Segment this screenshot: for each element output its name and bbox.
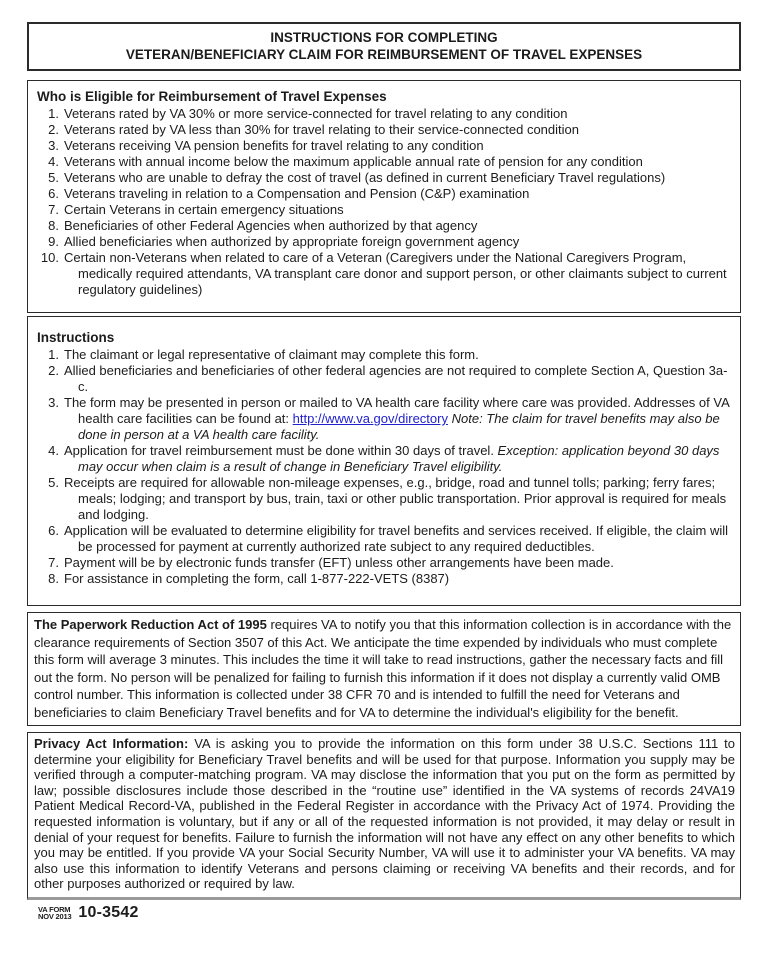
list-item-number: 10.: [40, 250, 59, 265]
text-segment: Veterans traveling in relation to a Compensation and Pension (C&P) examination: [64, 186, 530, 201]
text-segment: The claimant or legal representative of claimant may complete this form.: [64, 347, 479, 362]
list-item: [37, 218, 734, 234]
eligibility-section: [27, 80, 741, 313]
list-item-text: [64, 523, 734, 555]
list-item: [37, 106, 734, 122]
list-item-text: [64, 395, 734, 443]
form-edition-line2: NOV 2013: [38, 912, 72, 922]
va-directory-link[interactable]: http://www.va.gov/directory: [292, 411, 448, 426]
text-segment: Application for travel reimbursement must be done within 30 days of travel.: [64, 443, 498, 458]
list-item-text: [64, 363, 734, 395]
list-item-number: 2.: [48, 363, 59, 378]
form-footer: [27, 904, 741, 922]
list-item-number: 1.: [48, 106, 59, 121]
text-segment: Receipts are required for allowable non-mileage expenses, e.g., bridge, road and tunnel tolls; parking; ferry fares; meals; lodging; and transport by bus, train, taxi or other public transportation. Prior approval is required for meals and lodging.: [64, 475, 727, 522]
text-segment: Certain non-Veterans when related to care of a Veteran (Caregivers under the National Caregivers Program, medically required attendants, VA transplant care donor and support person, or other claimants subject to current regulatory guidelines): [64, 250, 727, 297]
list-item-number: 8.: [48, 218, 59, 233]
instructions-heading: Instructions: [37, 330, 115, 345]
text-segment: Privacy Act Information:: [34, 736, 189, 751]
list-item-number: 9.: [48, 234, 59, 249]
text-segment: Allied beneficiaries when authorized by appropriate foreign government agency: [64, 234, 520, 249]
form-number: 10-3542: [78, 903, 139, 921]
list-item-number: 2.: [48, 122, 59, 137]
text-segment: Veterans with annual income below the maximum applicable annual rate of pension for any condition: [64, 154, 643, 169]
list-item: [37, 555, 734, 571]
list-item-text: [64, 122, 734, 138]
list-item-text: [64, 555, 734, 571]
text-segment: The form may be presented in person or mailed to VA health care facility where care was provided. Addresses of VA health care facilities can be found at:: [64, 395, 730, 426]
form-title-box: [27, 22, 741, 71]
list-item-number: 1.: [48, 347, 59, 362]
list-item-text: [64, 186, 734, 202]
list-item-number: 7.: [48, 555, 59, 570]
form-edition-label: [38, 904, 71, 921]
list-item-text: [64, 475, 734, 523]
list-item-text: [64, 154, 734, 170]
list-item: [37, 170, 734, 186]
list-item: [37, 363, 734, 395]
list-item: [37, 250, 734, 298]
form-title-line1: INSTRUCTIONS FOR COMPLETING: [270, 30, 498, 45]
list-item-text: [64, 138, 734, 154]
list-item: [37, 443, 734, 475]
text-segment: Application will be evaluated to determine eligibility for travel benefits and services received. If eligible, the claim will be processed for payment at currently authorized rate subject to any required deductibles.: [64, 523, 729, 554]
text-segment: Veterans who are unable to defray the cost of travel (as defined in current Beneficiary Travel regulations): [64, 170, 666, 185]
form-title-line2: VETERAN/BENEFICIARY CLAIM FOR REIMBURSEMENT OF TRAVEL EXPENSES: [125, 47, 643, 62]
text-segment: The Paperwork Reduction Act of 1995: [34, 617, 267, 632]
text-segment: requires VA to notify you that this information collection is in accordance with the clearance requirements of Section 3507 of this Act. We anticipate the time expended by individuals who must complete this form will average 3 minutes. This includes the time it will take to read instructions, gather the necessary facts and fill out the form. No person will be penalized for failing to furnish this information if it does not display a currently valid OMB control number. This information is collected under 38 CFR 70 and is intended to fulfill the need for Veterans and beneficiaries to claim Beneficiary Travel benefits and for VA to determine the individual's eligibility for the benefit.: [34, 617, 732, 720]
text-segment: Note: The claim for travel benefits may also be done in person at a VA health care facility.: [78, 411, 720, 442]
list-item-number: 3.: [48, 138, 59, 153]
privacy-act-section: [27, 732, 741, 900]
list-item-number: 7.: [48, 202, 59, 217]
eligibility-list: [37, 106, 734, 298]
text-segment: Payment will be by electronic funds transfer (EFT) unless other arrangements have been made.: [64, 555, 614, 570]
list-item-text: [64, 443, 734, 475]
list-item-text: [64, 347, 734, 363]
list-item: [37, 523, 734, 555]
list-item: [37, 186, 734, 202]
text-segment: Veterans receiving VA pension benefits for travel relating to any condition: [64, 138, 484, 153]
list-item-text: [64, 106, 734, 122]
text-segment: Allied beneficiaries and beneficiaries of other federal agencies are not required to complete Section A, Question 3a-c.: [64, 363, 728, 394]
list-item: [37, 154, 734, 170]
instructions-list: [37, 347, 734, 587]
text-segment: VA is asking you to provide the information on this form under 38 U.S.C. Sections 111 to determine your eligibility for Beneficiary Travel benefits and will be used for that purpose. Information you supply may be verified through a computer-matching program. VA may disclose the information that you put on the form as permitted by law; possible disclosures include those described in the “routine use” identified in the VA systems of records 24VA19 Patient Medical Record-VA, published in the Federal Register in accordance with the Privacy Act of 1974. Providing the requested information is voluntary, but if any or all of the requested information is not provided, it may delay or result in denial of your request for benefits. Failure to furnish the information will not have any effect on any other benefits to which you may be entitled. If you provide VA your Social Security Number, VA will use it to administer your VA benefits. VA may also use this information to identify Veterans and persons claiming or receiving VA benefits and their records, and for other purposes authorized or required by law.: [34, 736, 735, 892]
list-item-number: 4.: [48, 154, 59, 169]
list-item-number: 3.: [48, 395, 59, 410]
list-item-number: 8.: [48, 571, 59, 586]
list-item-text: [64, 250, 734, 298]
list-item-text: [64, 234, 734, 250]
eligibility-heading: Who is Eligible for Reimbursement of Travel Expenses: [37, 89, 387, 104]
text-segment: Exception: application beyond 30 days may occur when claim is a result of change in Beneficiary Travel eligibility.: [78, 443, 720, 474]
text-segment: For assistance in completing the form, call 1-877-222-VETS (8387): [64, 571, 450, 586]
text-segment: Certain Veterans in certain emergency situations: [64, 202, 344, 217]
list-item: [37, 347, 734, 363]
list-item: [37, 202, 734, 218]
list-item-text: [64, 202, 734, 218]
list-item: [37, 475, 734, 523]
list-item: [37, 571, 734, 587]
instructions-section: [27, 316, 741, 606]
list-item-number: 5.: [48, 170, 59, 185]
paperwork-reduction-act-section: [27, 612, 741, 726]
text-segment: Beneficiaries of other Federal Agencies when authorized by that agency: [64, 218, 478, 233]
list-item-number: 5.: [48, 475, 59, 490]
text-segment: Veterans rated by VA 30% or more service-connected for travel relating to any condition: [64, 106, 568, 121]
list-item: [37, 234, 734, 250]
form-edition-line1: VA FORM: [38, 904, 71, 914]
list-item: [37, 395, 734, 443]
list-item-text: [64, 571, 734, 587]
list-item-number: 6.: [48, 523, 59, 538]
list-item: [37, 138, 734, 154]
list-item: [37, 122, 734, 138]
list-item-number: 6.: [48, 186, 59, 201]
text-segment: Veterans rated by VA less than 30% for travel relating to their service-connected condition: [64, 122, 579, 137]
list-item-text: [64, 170, 734, 186]
list-item-number: 4.: [48, 443, 59, 458]
list-item-text: [64, 218, 734, 234]
